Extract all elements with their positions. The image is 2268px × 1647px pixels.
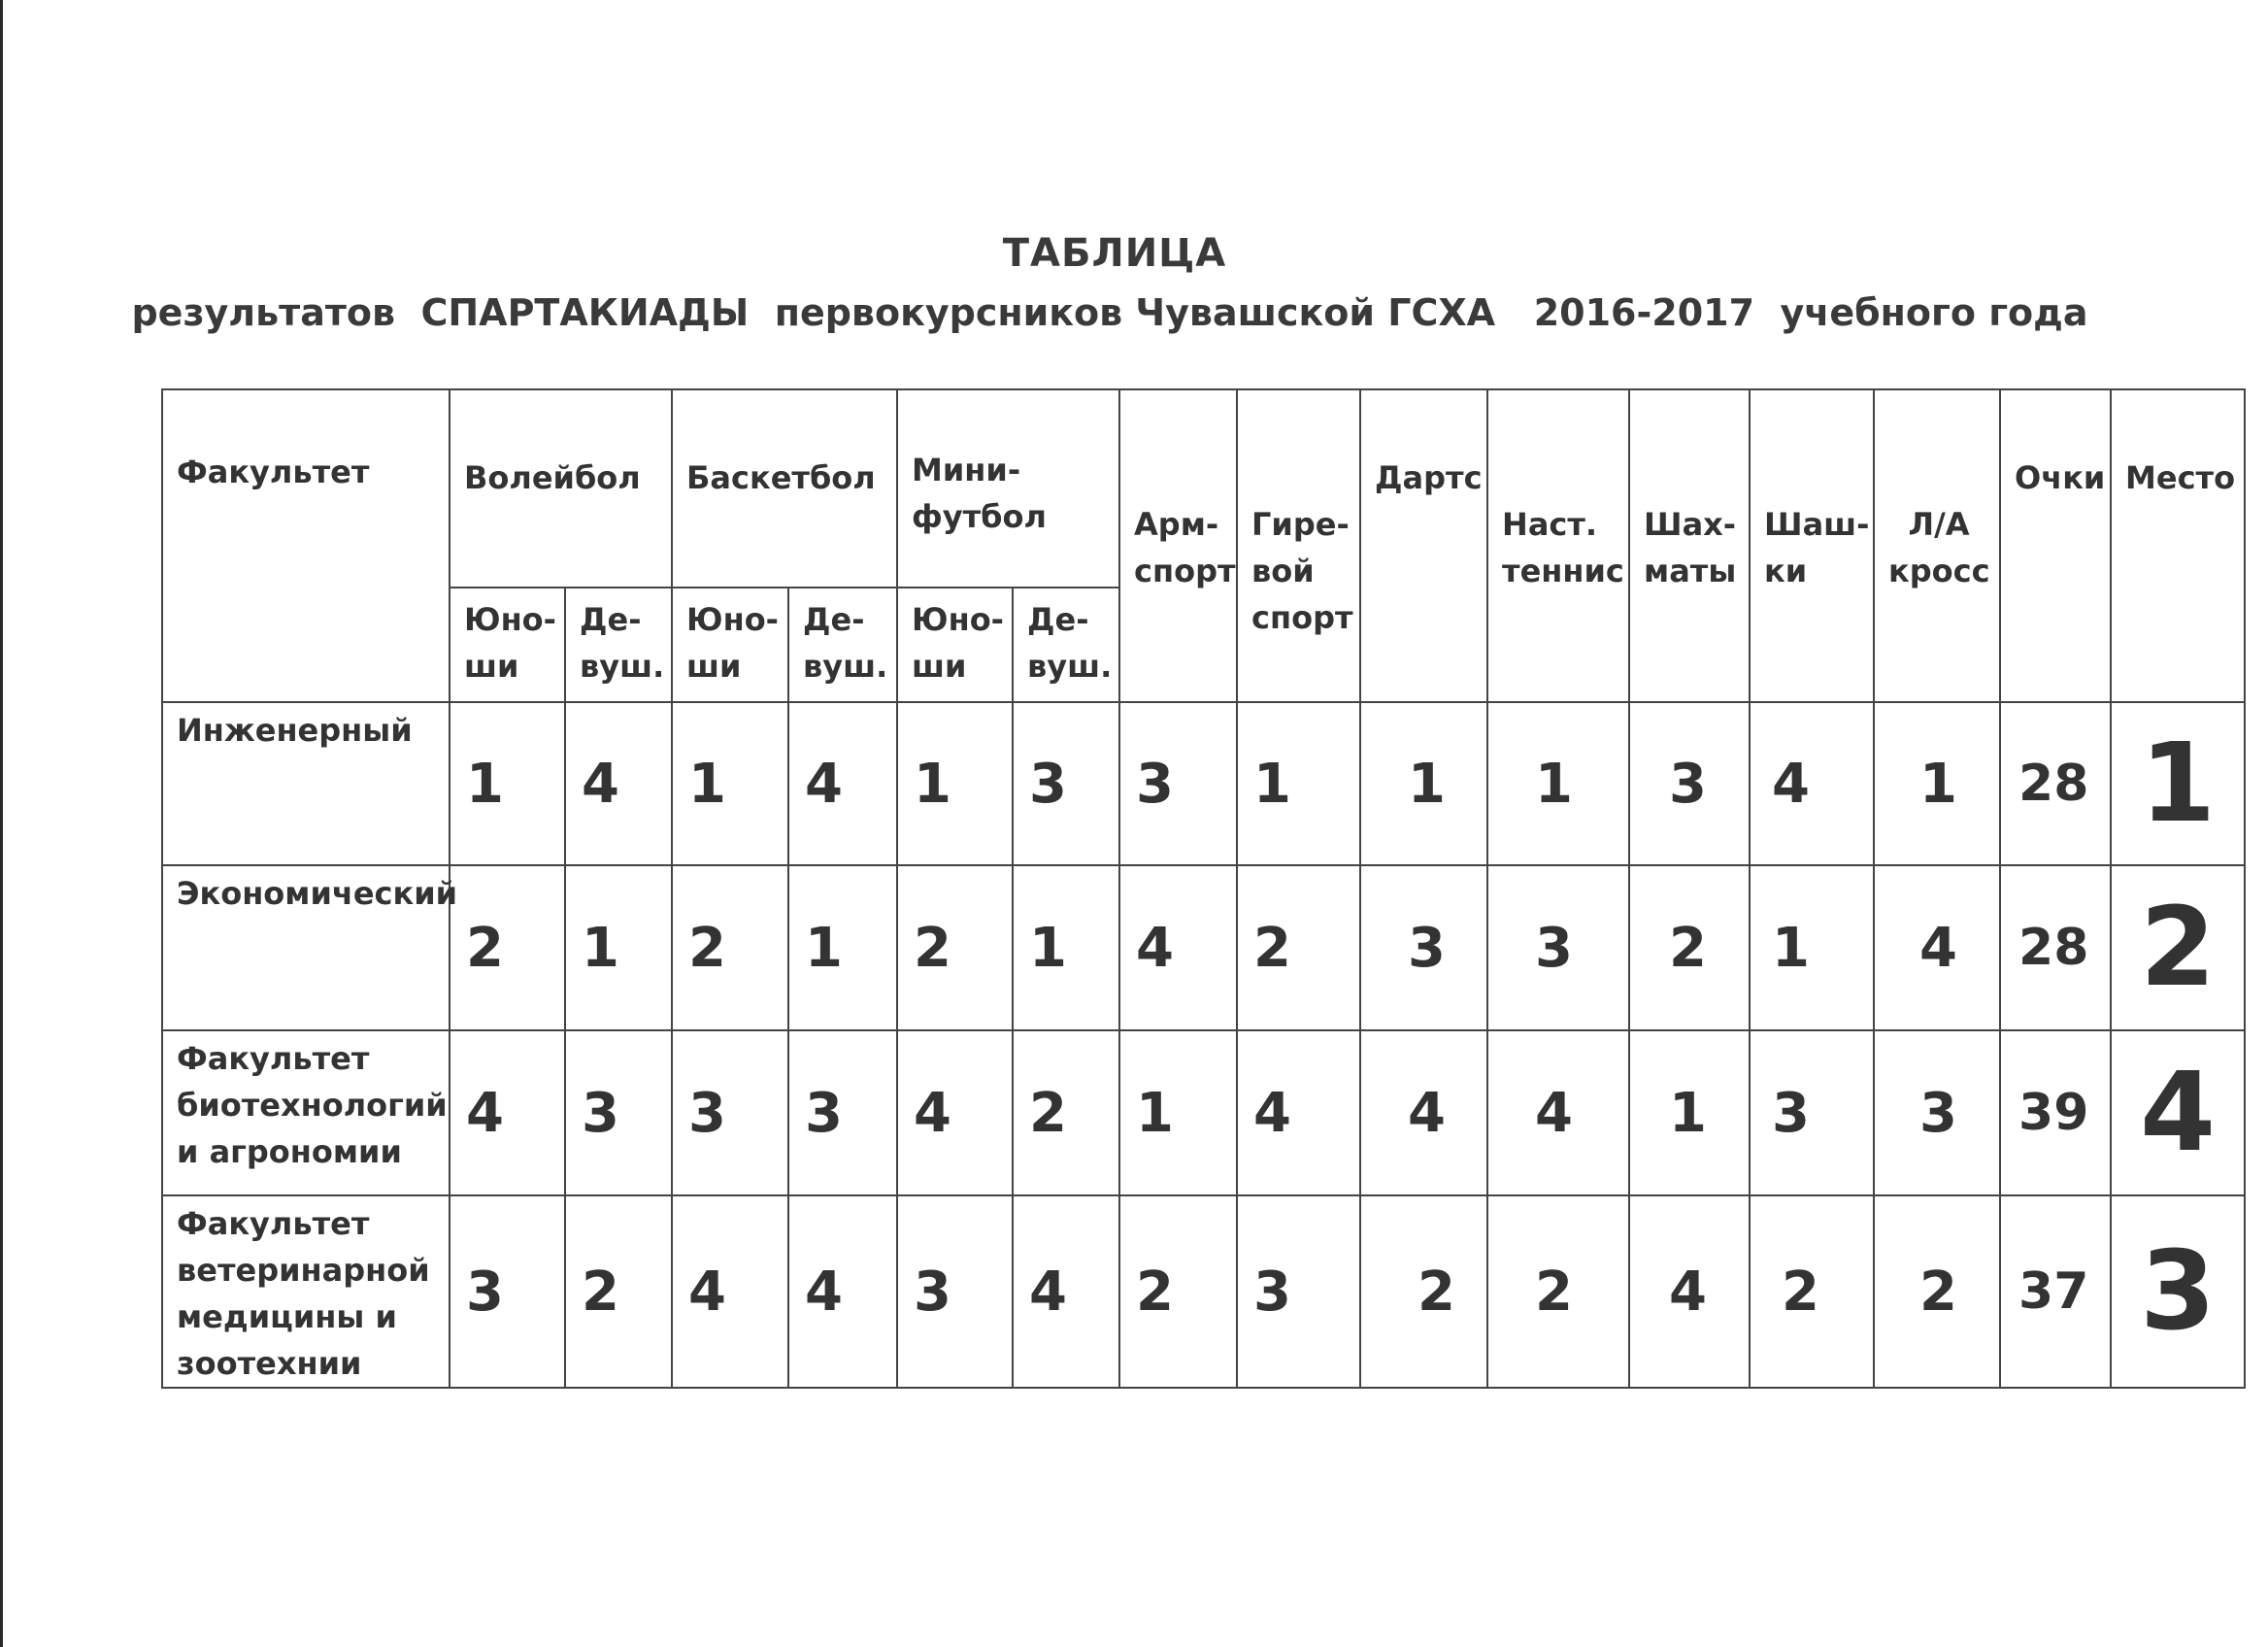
minifootball-boys-cell: 3 (897, 1195, 1013, 1388)
header-armsport (1119, 389, 1237, 702)
volleyball-girls-cell: 3 (565, 1030, 672, 1195)
header-kettlebell-label: Гире- вой спорт (1251, 506, 1353, 636)
darts-cell: 4 (1360, 1030, 1487, 1195)
kettlebell-cell: 1 (1237, 702, 1360, 865)
header-cross-label: Л/А кросс (1888, 506, 1990, 589)
header-volleyball-label: Волейбол (464, 459, 641, 496)
checkers-cell: 3 (1750, 1030, 1874, 1195)
header-checkers-label: Шаш- ки (1764, 506, 1870, 589)
chess-cell: 3 (1629, 702, 1750, 865)
subheader-volleyball-girls: Де- вуш. (565, 588, 672, 702)
subheader-basketball-girls: Де- вуш. (788, 588, 897, 702)
chess-cell: 2 (1629, 865, 1750, 1030)
minifootball-boys-cell: 1 (897, 702, 1013, 865)
header-darts (1360, 389, 1487, 702)
basketball-boys-cell: 2 (672, 865, 788, 1030)
minifootball-girls-cell: 4 (1013, 1195, 1119, 1388)
subheader-minifootball-boys: Юно- ши (897, 588, 1013, 702)
subheader-volleyball-boys: Юно- ши (450, 588, 565, 702)
header-basketball (672, 389, 897, 588)
table-row (162, 865, 2245, 1030)
table-header-row (162, 389, 2245, 588)
table-row (162, 1030, 2245, 1195)
header-chess-label: Шах- маты (1644, 506, 1737, 589)
kettlebell-cell: 3 (1237, 1195, 1360, 1388)
volleyball-boys-cell: 4 (450, 1030, 565, 1195)
header-tabletennis (1487, 389, 1629, 702)
basketball-boys-cell: 3 (672, 1030, 788, 1195)
armsport-cell: 4 (1119, 865, 1237, 1030)
tabletennis-cell: 2 (1487, 1195, 1629, 1388)
header-minifootball-label: Мини- футбол (912, 452, 1047, 535)
checkers-cell: 1 (1750, 865, 1874, 1030)
points-cell: 28 (2000, 865, 2111, 1030)
cross-cell: 2 (1874, 1195, 2000, 1388)
faculty-name: Факультет ветеринарной медицины и зоотехнии (162, 1195, 450, 1388)
basketball-girls-cell: 4 (788, 702, 897, 865)
tabletennis-cell: 4 (1487, 1030, 1629, 1195)
header-tabletennis-label: Наст. теннис (1502, 506, 1624, 589)
armsport-cell: 3 (1119, 702, 1237, 865)
darts-cell: 3 (1360, 865, 1487, 1030)
minifootball-girls-cell: 3 (1013, 702, 1119, 865)
tabletennis-cell: 1 (1487, 702, 1629, 865)
header-darts-label: Дартс (1375, 459, 1483, 496)
subheader-basketball-boys: Юно- ши (672, 588, 788, 702)
volleyball-boys-cell: 1 (450, 702, 565, 865)
subheader-minifootball-girls: Де- вуш. (1013, 588, 1119, 702)
minifootball-girls-cell: 2 (1013, 1030, 1119, 1195)
document-subtitle: результатов СПАРТАКИАДЫ первокурсников Чувашской ГСХА 2016-2017 учебного года (131, 291, 2088, 334)
results-table (161, 388, 2246, 1389)
faculty-name: Экономический (162, 865, 450, 1030)
faculty-name: Инженерный (162, 702, 450, 865)
cross-cell: 4 (1874, 865, 2000, 1030)
volleyball-boys-cell: 2 (450, 865, 565, 1030)
darts-cell: 2 (1360, 1195, 1487, 1388)
header-chess (1629, 389, 1750, 702)
header-points-label: Очки (2015, 459, 2106, 496)
darts-cell: 1 (1360, 702, 1487, 865)
volleyball-girls-cell: 4 (565, 702, 672, 865)
header-place (2111, 389, 2245, 702)
header-minifootball (897, 389, 1119, 588)
place-cell: 3 (2111, 1195, 2245, 1388)
header-cross (1874, 389, 2000, 702)
place-cell: 2 (2111, 865, 2245, 1030)
header-volleyball (450, 389, 672, 588)
armsport-cell: 1 (1119, 1030, 1237, 1195)
kettlebell-cell: 4 (1237, 1030, 1360, 1195)
checkers-cell: 4 (1750, 702, 1874, 865)
basketball-girls-cell: 3 (788, 1030, 897, 1195)
place-cell: 1 (2111, 702, 2245, 865)
basketball-boys-cell: 1 (672, 702, 788, 865)
kettlebell-cell: 2 (1237, 865, 1360, 1030)
chess-cell: 4 (1629, 1195, 1750, 1388)
minifootball-boys-cell: 4 (897, 1030, 1013, 1195)
minifootball-boys-cell: 2 (897, 865, 1013, 1030)
points-cell: 37 (2000, 1195, 2111, 1388)
volleyball-girls-cell: 2 (565, 1195, 672, 1388)
chess-cell: 1 (1629, 1030, 1750, 1195)
checkers-cell: 2 (1750, 1195, 1874, 1388)
place-cell: 4 (2111, 1030, 2245, 1195)
basketball-boys-cell: 4 (672, 1195, 788, 1388)
table-row (162, 702, 2245, 865)
header-points (2000, 389, 2111, 702)
basketball-girls-cell: 4 (788, 1195, 897, 1388)
volleyball-boys-cell: 3 (450, 1195, 565, 1388)
header-faculty (162, 389, 450, 702)
armsport-cell: 2 (1119, 1195, 1237, 1388)
basketball-girls-cell: 1 (788, 865, 897, 1030)
cross-cell: 3 (1874, 1030, 2000, 1195)
points-cell: 39 (2000, 1030, 2111, 1195)
header-basketball-label: Баскетбол (686, 459, 876, 496)
faculty-name: Факультет биотехнологий и агрономии (162, 1030, 450, 1195)
header-faculty-label: Факультет (177, 454, 370, 490)
volleyball-girls-cell: 1 (565, 865, 672, 1030)
header-checkers (1750, 389, 1874, 702)
table-row (162, 1195, 2245, 1388)
document-title: ТАБЛИЦА (1002, 231, 1227, 276)
points-cell: 28 (2000, 702, 2111, 865)
tabletennis-cell: 3 (1487, 865, 1629, 1030)
header-place-label: Место (2125, 459, 2236, 496)
cross-cell: 1 (1874, 702, 2000, 865)
header-armsport-label: Арм- спорт (1134, 506, 1236, 589)
header-kettlebell (1237, 389, 1360, 702)
minifootball-girls-cell: 1 (1013, 865, 1119, 1030)
